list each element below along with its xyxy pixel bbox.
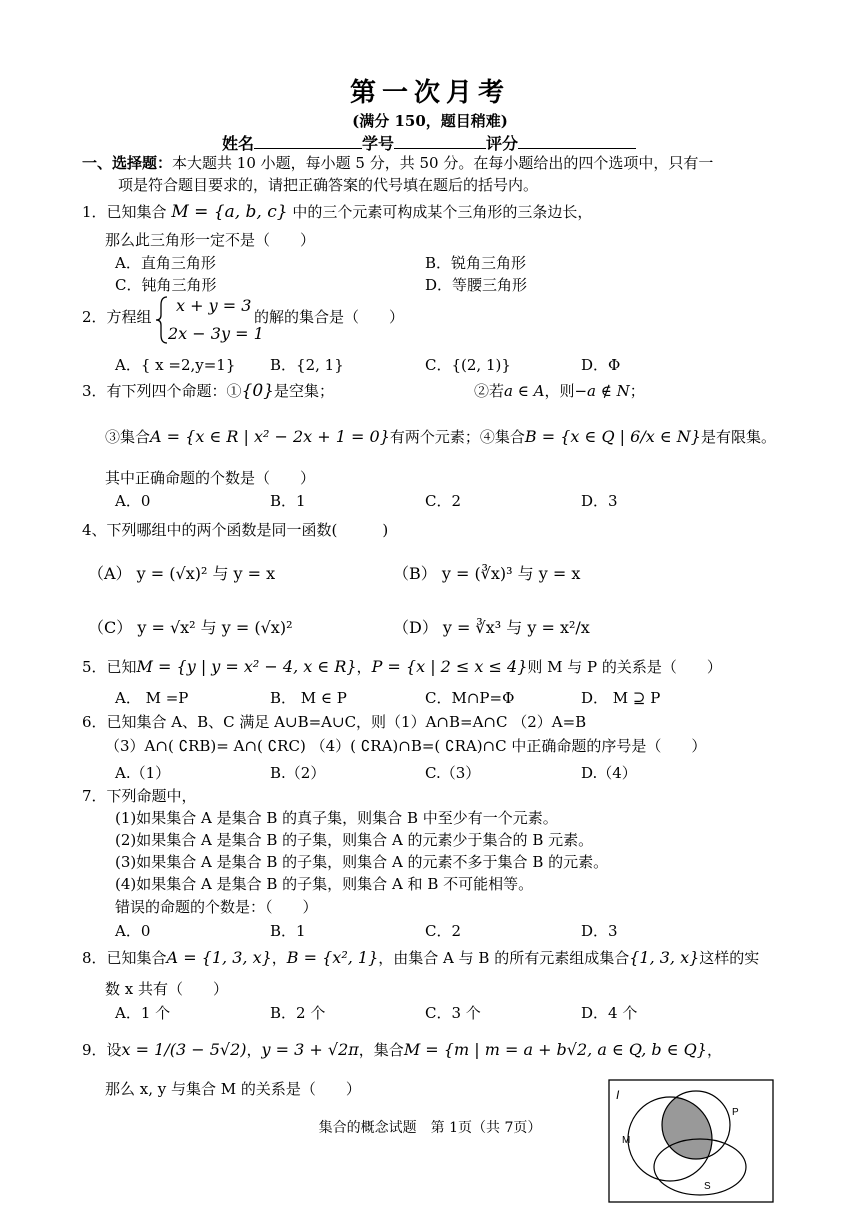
section1-text1: 本大题共 10 小题，每小题 5 分，共 50 分。在每小题给出的四个选项中，只有一 — [172, 154, 714, 172]
q5-option-a[interactable]: A． M =P — [115, 689, 189, 707]
q8-option-d[interactable]: D．4 个 — [581, 1004, 638, 1022]
q5-option-c[interactable]: C．M∩P=Φ — [425, 689, 515, 707]
q6-line1: 6．已知集合 A、B、C 满足 A∪B=A∪C，则（1）A∩B=A∩C （2）A=B — [82, 713, 587, 731]
section1-head: 一、选择题： — [82, 154, 173, 172]
q1-option-d[interactable]: D．等腰三角形 — [425, 276, 528, 294]
venn-label-m: M — [622, 1135, 631, 1146]
q8-math1: A = {1, 3, x} — [166, 948, 272, 967]
q3-option-c[interactable]: C．2 — [425, 492, 462, 510]
venn-label-i: I — [616, 1088, 620, 1102]
q8-stem-c: 这样的实 — [699, 949, 760, 967]
q4-option-b[interactable]: （B） y = (∛x)³ 与 y = x — [393, 564, 581, 583]
q3-option-b[interactable]: B．1 — [270, 492, 306, 510]
page-subtitle: (满分 150，题目稍难) — [352, 112, 508, 130]
q5-option-d[interactable]: D． M ⊇ P — [581, 689, 661, 707]
q7-ask: 错误的命题的个数是：（ ） — [115, 898, 318, 916]
q8-stem-a: 8．已知集合 — [82, 949, 167, 967]
venn-label-p: P — [732, 1107, 739, 1118]
q9-stem-c: ， — [706, 1041, 722, 1059]
q5-math2: P = {x | 2 ≤ x ≤ 4} — [371, 657, 528, 676]
q8-option-b[interactable]: B．2 个 — [270, 1004, 326, 1022]
q7-statement-2: (2)如果集合 A 是集合 B 的子集，则集合 A 的元素少于集合的 B 元素。 — [115, 831, 594, 849]
q2-option-a[interactable]: A．{ x =2,y=1} — [115, 356, 236, 374]
q5-stem — [82, 656, 722, 677]
q1-stem-b: 中的三个元素可构成某个三角形的三条边长， — [292, 203, 593, 221]
q3-p3-math: A = {x ∈ R | x² − 2x + 1 = 0} — [150, 427, 390, 446]
q3-option-a[interactable]: A．0 — [115, 492, 151, 510]
q3-p4b: 是有限集。 — [700, 428, 776, 446]
q7-option-c[interactable]: C．2 — [425, 922, 462, 940]
q1-option-c[interactable]: C．钝角三角形 — [115, 276, 217, 294]
q8-sep: ， — [271, 949, 287, 967]
q3-ask: 其中正确命题的个数是（ ） — [105, 469, 316, 487]
q2-stem-b: 的解的集合是（ ） — [254, 308, 405, 326]
section1-line1 — [82, 152, 713, 173]
q2-option-b[interactable]: B．{2, 1} — [270, 356, 344, 374]
q3-stem-b: 是空集； — [274, 382, 335, 400]
q7-option-d[interactable]: D．3 — [581, 922, 618, 940]
venn-label-s: S — [704, 1181, 711, 1192]
q6-option-d[interactable]: D.（4） — [581, 764, 637, 782]
q3-prop34 — [105, 426, 776, 447]
q6-option-c[interactable]: C.（3） — [425, 764, 481, 782]
q3-p3a: ③集合 — [105, 428, 151, 446]
q3-math3: −a ∉ N — [574, 382, 630, 400]
q8-stem — [82, 947, 759, 968]
q5-math1: M = {y | y = x² − 4, x ∈ R} — [136, 657, 357, 676]
q1-math: M = {a, b, c} — [171, 202, 288, 222]
q1-stem2: 那么此三角形一定不是（ ） — [105, 231, 316, 249]
section1-line2: 项是符合题目要求的，请把正确答案的代号填在题后的括号内。 — [118, 176, 539, 194]
q3-prop2 — [474, 380, 645, 401]
q1-option-b[interactable]: B．锐角三角形 — [425, 254, 527, 272]
q9-stem-a: 9．设 — [82, 1041, 122, 1059]
q9-math2: y = 3 + √2π — [261, 1040, 359, 1059]
q3-math1: {0} — [241, 381, 274, 401]
student-info-line — [222, 131, 636, 154]
q3-math2: a ∈ A — [504, 382, 545, 400]
q5-option-b[interactable]: B． M ∈ P — [270, 689, 347, 707]
score-blank[interactable] — [518, 134, 636, 149]
q3-stem — [82, 380, 334, 401]
name-label: 姓名 — [222, 134, 255, 153]
q6-option-a[interactable]: A.（1） — [115, 764, 171, 782]
q3-stem-d: ，则 — [544, 382, 575, 400]
q7-option-a[interactable]: A．0 — [115, 922, 151, 940]
q6-line2: （3）A∩( ∁RB)= A∩( ∁RC) （4）( ∁RA)∩B=( ∁RA)∩C 中正确命题的序号是（ ） — [105, 737, 707, 755]
q3-stem-a: 3．有下列四个命题：① — [82, 382, 242, 400]
q3-p4-math: B = {x ∈ Q | 6/x ∈ N} — [524, 427, 701, 446]
q9-stem2: 那么 x, y 与集合 M 的关系是（ ） — [105, 1080, 361, 1098]
q6-option-b[interactable]: B.（2） — [270, 764, 326, 782]
page-footer: 集合的概念试题 第 1页（共 7页） — [318, 1120, 542, 1136]
q2-option-c[interactable]: C．{(2, 1)} — [425, 356, 511, 374]
q2-eq2: 2x − 3y = 1 — [168, 324, 264, 343]
page-title: 第一次月考 — [349, 78, 510, 108]
q5-stem-b: 则 M 与 P 的关系是（ ） — [527, 658, 722, 676]
q4-option-d[interactable]: （D） y = ∛x³ 与 y = x²/x — [393, 618, 590, 637]
q9-math1: x = 1/(3 − 5√2) — [121, 1040, 247, 1059]
q8-stem2: 数 x 共有（ ） — [105, 980, 228, 998]
q9-stem — [82, 1039, 722, 1060]
score-label: 评分 — [486, 134, 519, 153]
q8-math3: {1, 3, x} — [629, 948, 700, 967]
q2-option-d[interactable]: D．Φ — [581, 356, 621, 374]
q8-math2: B = {x², 1} — [286, 948, 379, 967]
id-label: 学号 — [362, 134, 395, 153]
q7-stem: 7．下列命题中， — [82, 787, 197, 805]
q2-stem-a: 2．方程组 — [82, 308, 152, 326]
q4-stem: 4、下列哪组中的两个函数是同一函数( ) — [82, 521, 389, 539]
q8-stem-b: ，由集合 A 与 B 的所有元素组成集合 — [378, 949, 630, 967]
q9-stem-b: ，集合 — [358, 1041, 404, 1059]
q8-option-c[interactable]: C．3 个 — [425, 1004, 481, 1022]
q3-stem-e: ； — [629, 382, 645, 400]
q7-statement-3: (3)如果集合 A 是集合 B 的子集，则集合 A 的元素不多于集合 B 的元素。 — [115, 853, 609, 871]
q7-statement-4: (4)如果集合 A 是集合 B 的子集，则集合 A 和 B 不可能相等。 — [115, 875, 534, 893]
q1-stem-a: 1．已知集合 — [82, 203, 167, 221]
q3-p3b: 有两个元素；④集合 — [389, 428, 525, 446]
name-blank[interactable] — [254, 134, 362, 149]
q2-brace-icon — [155, 295, 169, 345]
q1-option-a[interactable]: A．直角三角形 — [115, 254, 216, 272]
venn-diagram — [608, 1079, 774, 1203]
q5-stem-a: 5．已知 — [82, 658, 137, 676]
q3-stem-c: ②若 — [474, 382, 505, 400]
q9-math3: M = {m | m = a + b√2, a ∈ Q, b ∈ Q} — [403, 1040, 707, 1059]
q5-sep: ， — [356, 658, 372, 676]
id-blank[interactable] — [394, 134, 486, 149]
q7-statement-1: (1)如果集合 A 是集合 B 的真子集，则集合 B 中至少有一个元素。 — [115, 809, 558, 827]
q8-option-a[interactable]: A．1 个 — [115, 1004, 171, 1022]
q3-option-d[interactable]: D．3 — [581, 492, 618, 510]
q4-option-a[interactable]: （A） y = (√x)² 与 y = x — [88, 564, 276, 583]
q1-stem — [82, 201, 592, 222]
q2-eq1: x + y = 3 — [176, 296, 252, 315]
q4-option-c[interactable]: （C） y = √x² 与 y = (√x)² — [88, 618, 293, 637]
q9-sep: ， — [246, 1041, 262, 1059]
q7-option-b[interactable]: B．1 — [270, 922, 306, 940]
